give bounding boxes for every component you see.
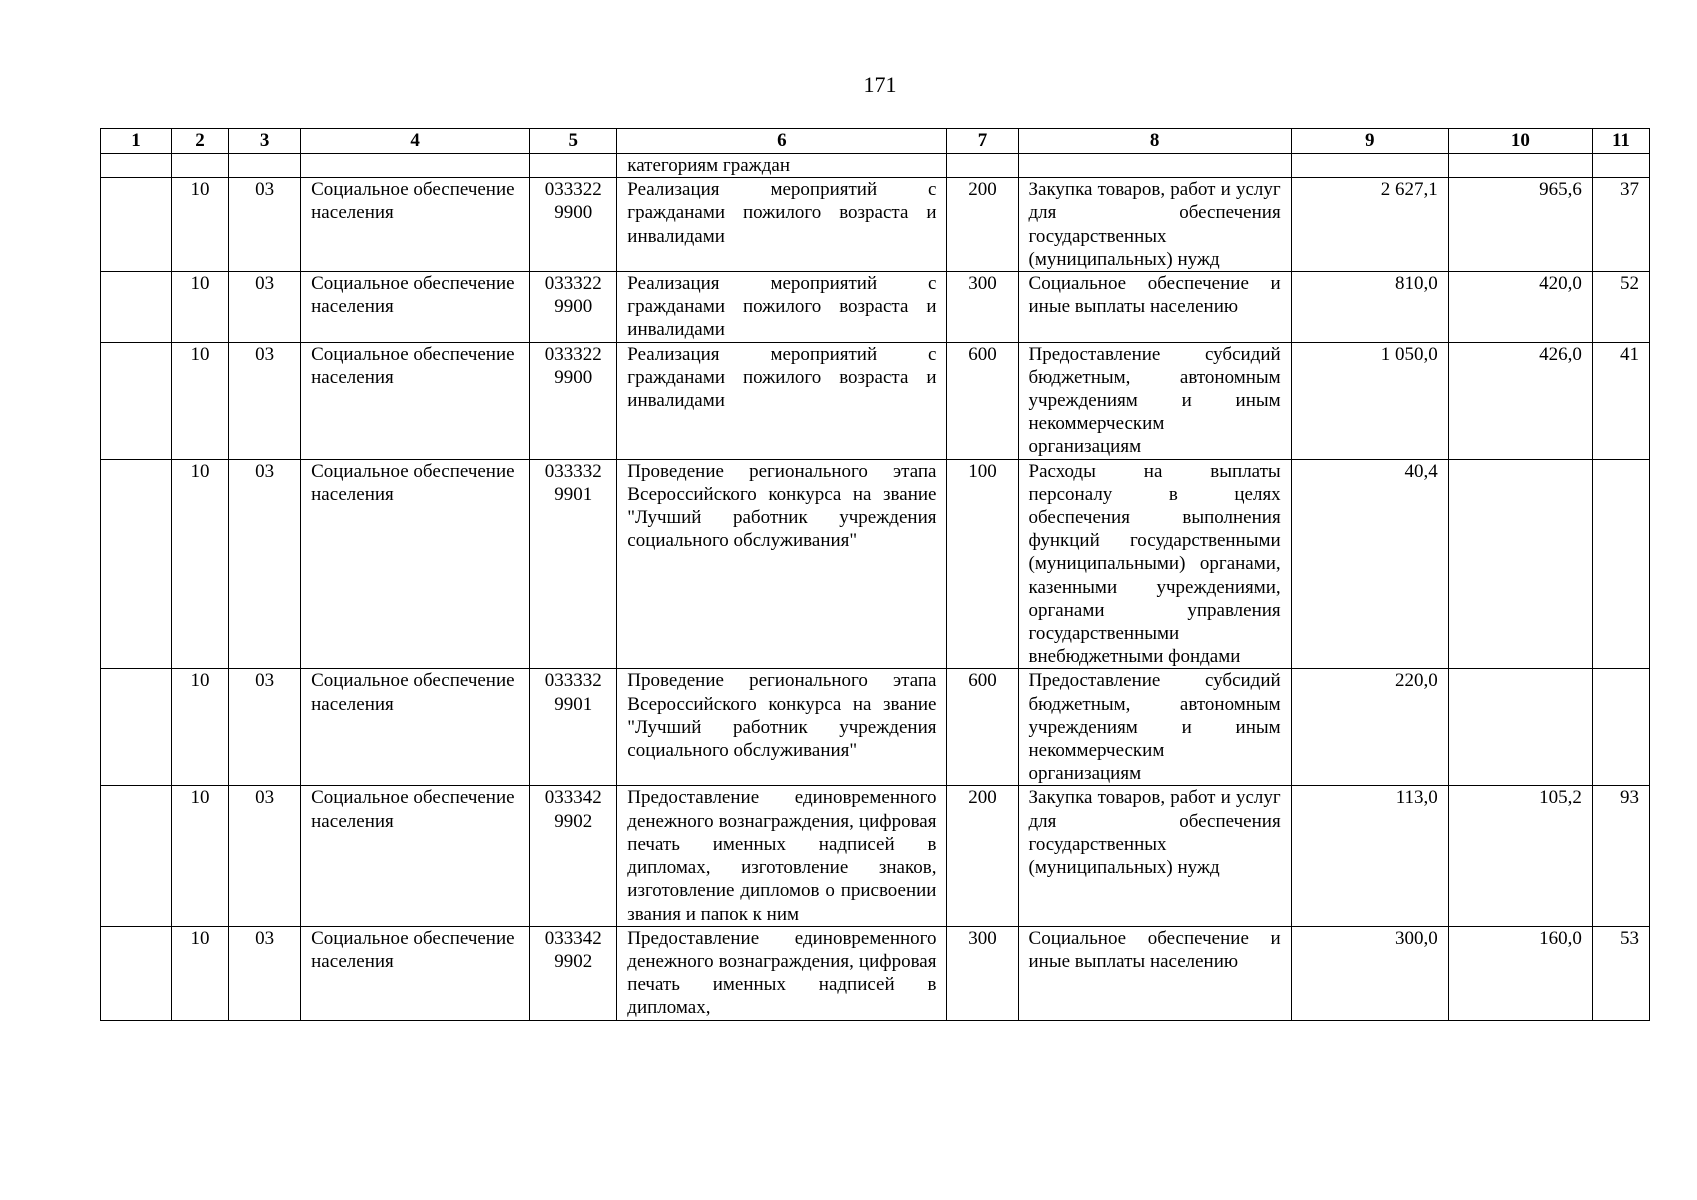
cell-target-code: 033322 9900: [530, 272, 617, 343]
cell-target-name: Реализация мероприятий с гражданами пожилого возраста и инвалидами: [617, 342, 947, 459]
cell-c1: [101, 272, 172, 343]
cell-section: 10: [172, 178, 229, 272]
cell-expense-type: 300: [947, 272, 1018, 343]
cell-expense-name: Предоставление субсидий бюджетным, автономным учреждениям и иным некоммерческим организациям: [1018, 342, 1291, 459]
column-header-11: 11: [1592, 129, 1649, 154]
column-header-8: 8: [1018, 129, 1291, 154]
table-row: [101, 272, 1650, 343]
column-header-3: 3: [229, 129, 301, 154]
cell-expense-type: 200: [947, 786, 1018, 926]
cell-expense-type: 300: [947, 926, 1018, 1020]
cell-col9: 113,0: [1291, 786, 1448, 926]
cell-section: 10: [172, 342, 229, 459]
cell-expense-name: Закупка товаров, работ и услуг для обеспечения государственных (муниципальных) нужд: [1018, 178, 1291, 272]
cell-section: 10: [172, 669, 229, 786]
cell-col10: 160,0: [1448, 926, 1592, 1020]
cell-col10: 965,6: [1448, 178, 1592, 272]
cell-section-name: Социальное обеспечение населения: [301, 926, 530, 1020]
cell-section-name: Социальное обеспечение населения: [301, 178, 530, 272]
cell-c1: [101, 459, 172, 669]
cell-col11: [1592, 459, 1649, 669]
cell-col11: 37: [1592, 178, 1649, 272]
header-row: [101, 129, 1650, 154]
cell-expense-type: 600: [947, 669, 1018, 786]
cell-col11: 53: [1592, 926, 1649, 1020]
table-row: [101, 786, 1650, 926]
cell-expense-name: Предоставление субсидий бюджетным, автономным учреждениям и иным некоммерческим организациям: [1018, 669, 1291, 786]
cell-target-code: 033322 9900: [530, 178, 617, 272]
cell-col11: [1592, 669, 1649, 786]
column-header-7: 7: [947, 129, 1018, 154]
cell-col11: 93: [1592, 786, 1649, 926]
cell-section: 10: [172, 459, 229, 669]
cell-c1: [101, 669, 172, 786]
cell-target-name: Проведение регионального этапа Всероссийского конкурса на звание "Лучший работник учреждения социального обслуживания": [617, 669, 947, 786]
cell-subsection: 03: [229, 342, 301, 459]
cell-c1: [101, 786, 172, 926]
cell-col9: 300,0: [1291, 926, 1448, 1020]
table-row: [101, 178, 1650, 272]
cell-section: 10: [172, 786, 229, 926]
cell-section: 10: [172, 926, 229, 1020]
cell-target-name: Предоставление единовременного денежного вознаграждения, цифровая печать именных надписей в дипломах, изготовление знаков, изготовление дипломов о присвоении звания и папок к ним: [617, 786, 947, 926]
cell-expense-type: 600: [947, 342, 1018, 459]
table-row: [101, 669, 1650, 786]
cell-target-name: Предоставление единовременного денежного вознаграждения, цифровая печать именных надписей в дипломах,: [617, 926, 947, 1020]
page-number: 171: [863, 72, 897, 97]
cell-col10: [1448, 669, 1592, 786]
column-header-4: 4: [301, 129, 530, 154]
cell-expense-type: 200: [947, 178, 1018, 272]
table-row: [101, 459, 1650, 669]
cell-col10: 426,0: [1448, 342, 1592, 459]
cell-col10: 420,0: [1448, 272, 1592, 343]
cell-section-name: Социальное обеспечение населения: [301, 459, 530, 669]
cell-col9: 810,0: [1291, 272, 1448, 343]
column-header-5: 5: [530, 129, 617, 154]
cell-col11: 52: [1592, 272, 1649, 343]
column-header-6: 6: [617, 129, 947, 154]
cell-col9: 40,4: [1291, 459, 1448, 669]
cell-col10: 105,2: [1448, 786, 1592, 926]
cell-col11: 41: [1592, 342, 1649, 459]
table-row: [101, 342, 1650, 459]
cell-subsection: 03: [229, 178, 301, 272]
cell-expense-name: Социальное обеспечение и иные выплаты населению: [1018, 926, 1291, 1020]
cell-col9: 220,0: [1291, 669, 1448, 786]
cell-target-code: 033342 9902: [530, 786, 617, 926]
cell-c1: [101, 342, 172, 459]
cell-c1: [101, 178, 172, 272]
cell-target-name: Проведение регионального этапа Всероссийского конкурса на звание "Лучший работник учреждения социального обслуживания": [617, 459, 947, 669]
continuation-text: категориям граждан: [617, 154, 947, 178]
cell-subsection: 03: [229, 669, 301, 786]
budget-table: [100, 128, 1650, 1021]
table-row: [101, 926, 1650, 1020]
continuation-row: [101, 154, 1650, 178]
cell-col9: 2 627,1: [1291, 178, 1448, 272]
cell-subsection: 03: [229, 786, 301, 926]
cell-target-name: Реализация мероприятий с гражданами пожилого возраста и инвалидами: [617, 272, 947, 343]
cell-expense-type: 100: [947, 459, 1018, 669]
cell-subsection: 03: [229, 926, 301, 1020]
column-header-10: 10: [1448, 129, 1592, 154]
cell-target-code: 033342 9902: [530, 926, 617, 1020]
cell-target-code: 033332 9901: [530, 459, 617, 669]
cell-expense-name: Социальное обеспечение и иные выплаты населению: [1018, 272, 1291, 343]
cell-col10: [1448, 459, 1592, 669]
column-header-9: 9: [1291, 129, 1448, 154]
cell-section-name: Социальное обеспечение населения: [301, 342, 530, 459]
cell-target-name: Реализация мероприятий с гражданами пожилого возраста и инвалидами: [617, 178, 947, 272]
cell-expense-name: Расходы на выплаты персоналу в целях обеспечения выполнения функций государственными (муниципальными) органами, казенными учреждениями, органами управления государственными внебюджетными фондами: [1018, 459, 1291, 669]
cell-target-code: 033332 9901: [530, 669, 617, 786]
cell-expense-name: Закупка товаров, работ и услуг для обеспечения государственных (муниципальных) нужд: [1018, 786, 1291, 926]
cell-target-code: 033322 9900: [530, 342, 617, 459]
cell-section: 10: [172, 272, 229, 343]
cell-section-name: Социальное обеспечение населения: [301, 272, 530, 343]
cell-subsection: 03: [229, 459, 301, 669]
column-header-2: 2: [172, 129, 229, 154]
column-header-1: 1: [101, 129, 172, 154]
cell-col9: 1 050,0: [1291, 342, 1448, 459]
cell-section-name: Социальное обеспечение населения: [301, 669, 530, 786]
cell-subsection: 03: [229, 272, 301, 343]
cell-c1: [101, 926, 172, 1020]
cell-section-name: Социальное обеспечение населения: [301, 786, 530, 926]
